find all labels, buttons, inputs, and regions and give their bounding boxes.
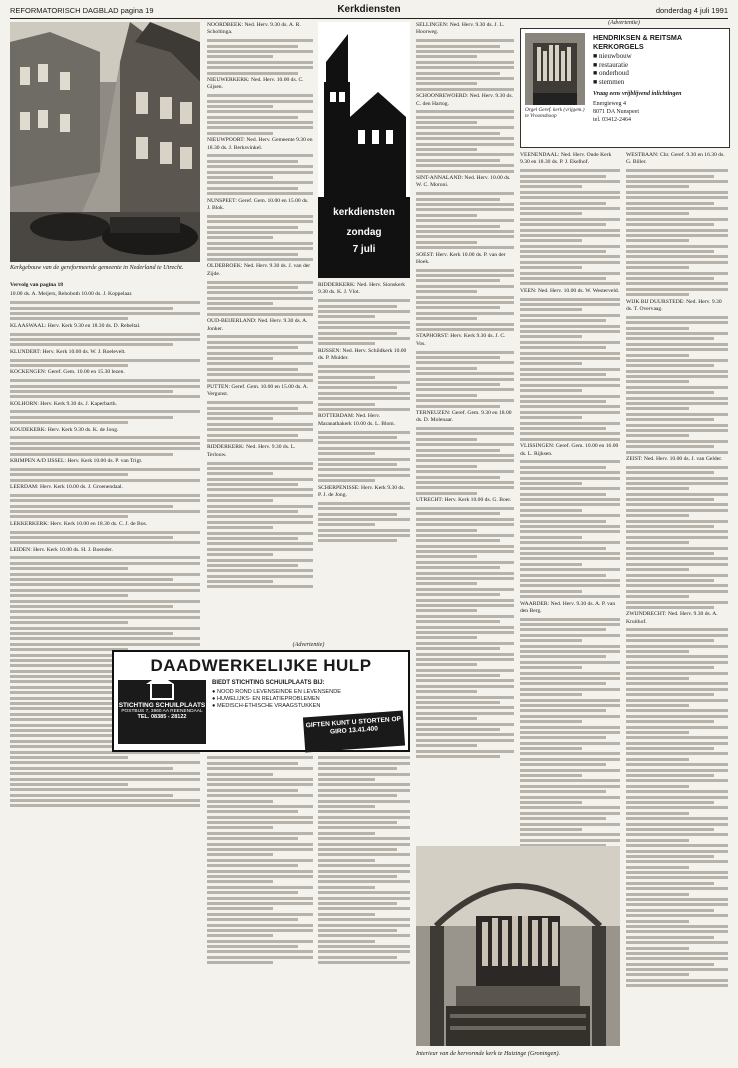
advertisement-label: (Advertentie) [292,642,325,648]
graphic-day: zondag [346,227,382,238]
advertisement-label: (Advertentie) [608,20,640,26]
giro-box: GIFTEN KUNT U STORTEN OP GIRO 13.41.400 [303,711,405,753]
text-lines [10,333,200,347]
foundation-postbus: POSTBUS 7, 3960 AA REENENDAAL [121,709,203,714]
service-entry: ZWIJNDRECHT: Ned. Herv. 9.30 ds. A. Kruithof. [626,611,718,625]
service-list [593,52,725,86]
church-silhouette-icon [318,22,410,278]
ad-logo-panel [118,680,206,744]
company-product: KERKORGELS [593,42,644,51]
organ-photo [525,33,585,105]
graphic-title: kerkdiensten [333,207,395,218]
photo-caption: Kerkgebouw van de gereformeerde gemeente in Nederland te Utrecht. [10,264,184,271]
service-entry: KRIMPEN A/D IJSSEL: Herv. Kerk 10.00 ds. P. van Trigt. [10,458,143,464]
service-entry: LEERDAM: Herv. Kerk 10.00 ds. J. Groenendaal. [10,483,123,490]
service-entry: VEENENDAAL: Ned. Herv. Oude Kerk 9.30 en 18.30 ds. P. J. Ekelhof. [520,152,612,166]
organ-builder-ad [520,28,730,148]
service-entry: STAPHORST: Herv. Kerk 9.30 ds. J. C. Vos. [416,333,506,347]
service-entry: LEIDEN: Herv. Kerk 10.00 ds. H. J. Boender. [10,546,113,553]
organ-photo-caption: Orgel Geref. kerk (vrijgem.) te Vroomshoop [525,107,585,120]
kerkdiensten-graphic [318,22,410,278]
ad-lead: BIEDT STICHTING SCHUILPLAATS BIJ: [212,680,325,686]
service-entry: RIJSSEN: Ned. Herv. Schildkerk 10.00 ds. P. Mulder. [318,347,407,362]
service-entry: PUTTEN: Geref. Gem. 10.00 en 15.00 ds. A. Vergunst. [207,383,309,398]
foundation-phone: TEL. 08385 - 28122 [137,714,187,720]
ad-address-city: 8071 DA Nunspeet [593,109,639,115]
text-lines [10,468,200,482]
column-heading: Vervolg van pagina 18 [10,282,64,288]
text-lines [10,494,200,519]
text-lines [10,531,200,545]
text-lines [10,436,200,455]
schuilplaats-ad [112,650,410,752]
service-item: ■ stemmen [593,77,625,86]
service-entry: SCHERPENISSE: Herv. Kerk 9.30 ds. P. J. de Jong. [318,484,405,498]
column-6 [626,152,728,1062]
church-interior-photo [416,846,620,1046]
service-entry: NIEUWERKERK: Ned. Herv. 10.00 ds. C. Gijsen. [207,76,304,91]
ad-headline: DAADWERKELIJKE HULP [150,656,372,675]
service-entry: NIEUWPOORT: Ned. Herv. Gemeente 9.30 en 18.30 ds. J. Berksvinkel. [207,137,313,151]
shelter-house-icon [150,684,174,700]
service-entry: VLISSINGEN: Geref. Gem. 10.00 en 16.00 ds. L. Rijksen. [520,443,619,457]
service-entry: SINT-ANNALAND: Ned. Herv. 10.00 ds. W. C. Moroni. [416,175,511,189]
page-header [10,4,728,18]
service-entry: KLAASWAAL: Herv. Kerk 9.30 en 18.30 ds. D. Rebeltal. [10,322,141,329]
issue-date: donderdag 4 juli 1991 [655,6,728,15]
newspaper-page-label: REFORMATORISCH DAGBLAD pagina 19 [10,6,154,15]
service-entry: 10.00 ds. A. Meijers, Rehoboth 10.00 ds. J. Koppelaar. [10,291,133,298]
text-lines [10,359,200,367]
section-title: Kerkdiensten [337,4,401,15]
ad-bullet: ● NOOD ROND LEVENSEINDE EN LEVENSENDE [212,689,341,695]
column-3-lower [318,754,410,1062]
column-4 [416,22,514,842]
service-entry: RIDDERKERK: Ned. Herv. 9.30 ds. L. Terlouw. [207,444,296,458]
service-entry: WAARDER: Ned. Herv. 9.30 ds. A. P. van den Berg. [520,600,616,614]
service-entry: KOUDEKERK: Herv. Kerk 9.30 ds. K. de Jong. [10,426,119,433]
service-entry: WESTBAAN: Chr. Geref. 9.30 en 16.30 ds. G. Biller. [626,152,725,166]
column-2 [207,22,313,640]
interior-photo-caption: Interieur van de hervormde kerk te Huizinge (Groningen). [416,1050,561,1057]
text-lines [10,379,200,398]
service-entry: RIDDERKERK: Ned. Herv. Sionskerk 9.30 ds. K. J. Vlot. [318,282,406,296]
service-entry: SOEST: Herv. Kerk 10.00 ds. P. van der Hoek. [416,251,506,265]
service-item: ■ restauratie [593,60,629,69]
graphic-date: 7 juli [352,244,376,255]
ad-bullets [212,689,406,710]
service-item: ■ nieuwbouw [593,52,632,60]
service-entry: ZEIST: Ned. Herv. 10.00 ds. J. van Gelder. [626,455,723,462]
ad-bullet: ● MEDISCH-ETHISCHE VRAAGSTUKKEN [212,703,321,709]
ad-address-street: Energieweg 4 [593,101,627,107]
service-entry: UTRECHT: Herv. Kerk 10.00 ds. G. Boer. [416,497,512,504]
foundation-name: STICHTING SCHUILPLAATS [118,702,206,709]
column-3 [318,282,410,640]
service-entry: KOCKENGEN: Geref. Gem. 10.00 en 15.30 lezen. [10,369,125,376]
ad-slogan: Vraag eens vrijblijvend inlichtingen [593,91,682,97]
service-entry: VEEN: Ned. Herv. 10.00 ds. W. Westerveld. [520,287,620,294]
header-rule [10,18,728,19]
service-item: ■ onderhoud [593,69,629,77]
service-entry: LEKKERKERK: Herv. Kerk 10.00 en 18.30 ds. C. J. de Bos. [10,520,148,527]
service-entry: OUD-BEIJERLAND: Ned. Herv. 9.30 ds. A. Jonker. [207,318,308,332]
service-entry: KLUNDERT: Herv. Kerk 10.00 ds. W. J. Roelevelt. [10,348,126,355]
service-entry: NUNSPEET: Geref. Gem. 10.00 en 15.00 ds. J. Blok. [207,197,309,211]
column-2-lower [207,754,313,1062]
service-entry: KOLHORN: Herv. Kerk 9.30 ds. J. Kaperbarth. [10,400,117,407]
company-name: HENDRIKSEN & REITSMA [593,33,683,42]
service-entry: SELLINGEN: Ned. Herv. 9.30 ds. J. L. Hoorweg. [416,22,505,36]
service-entry: TERNEUZEN: Geref. Gem. 9.30 en 18.00 ds. D. Molenaar. [416,409,512,424]
service-entry: SCHOONREWOERD: Ned. Herv. 9.30 ds. C. den Hartog. [416,93,513,107]
service-entry: ROTTERDAM: Ned. Herv. Maranathakerk 10.00 ds. L. Blom. [318,413,396,427]
text-lines [10,410,200,424]
church-street-photo [10,22,200,262]
ad-bullet: ● HUWELIJKS- EN RELATIEPROBLEMEN [212,696,320,702]
service-entry: NOORDBEEK: Ned. Herv. 9.30 ds. A. R. Scholtinga. [207,22,301,36]
ad-phone: tel. 03412-2464 [593,117,631,123]
text-lines [10,301,200,320]
service-entry: OLDEBROEK: Ned. Herv. 9.30 ds. J. van der Zijde. [207,263,311,277]
service-entry: WIJK BIJ DUURSTEDE: Ned. Herv. 9.30 ds. T. Overvaag. [626,298,722,312]
